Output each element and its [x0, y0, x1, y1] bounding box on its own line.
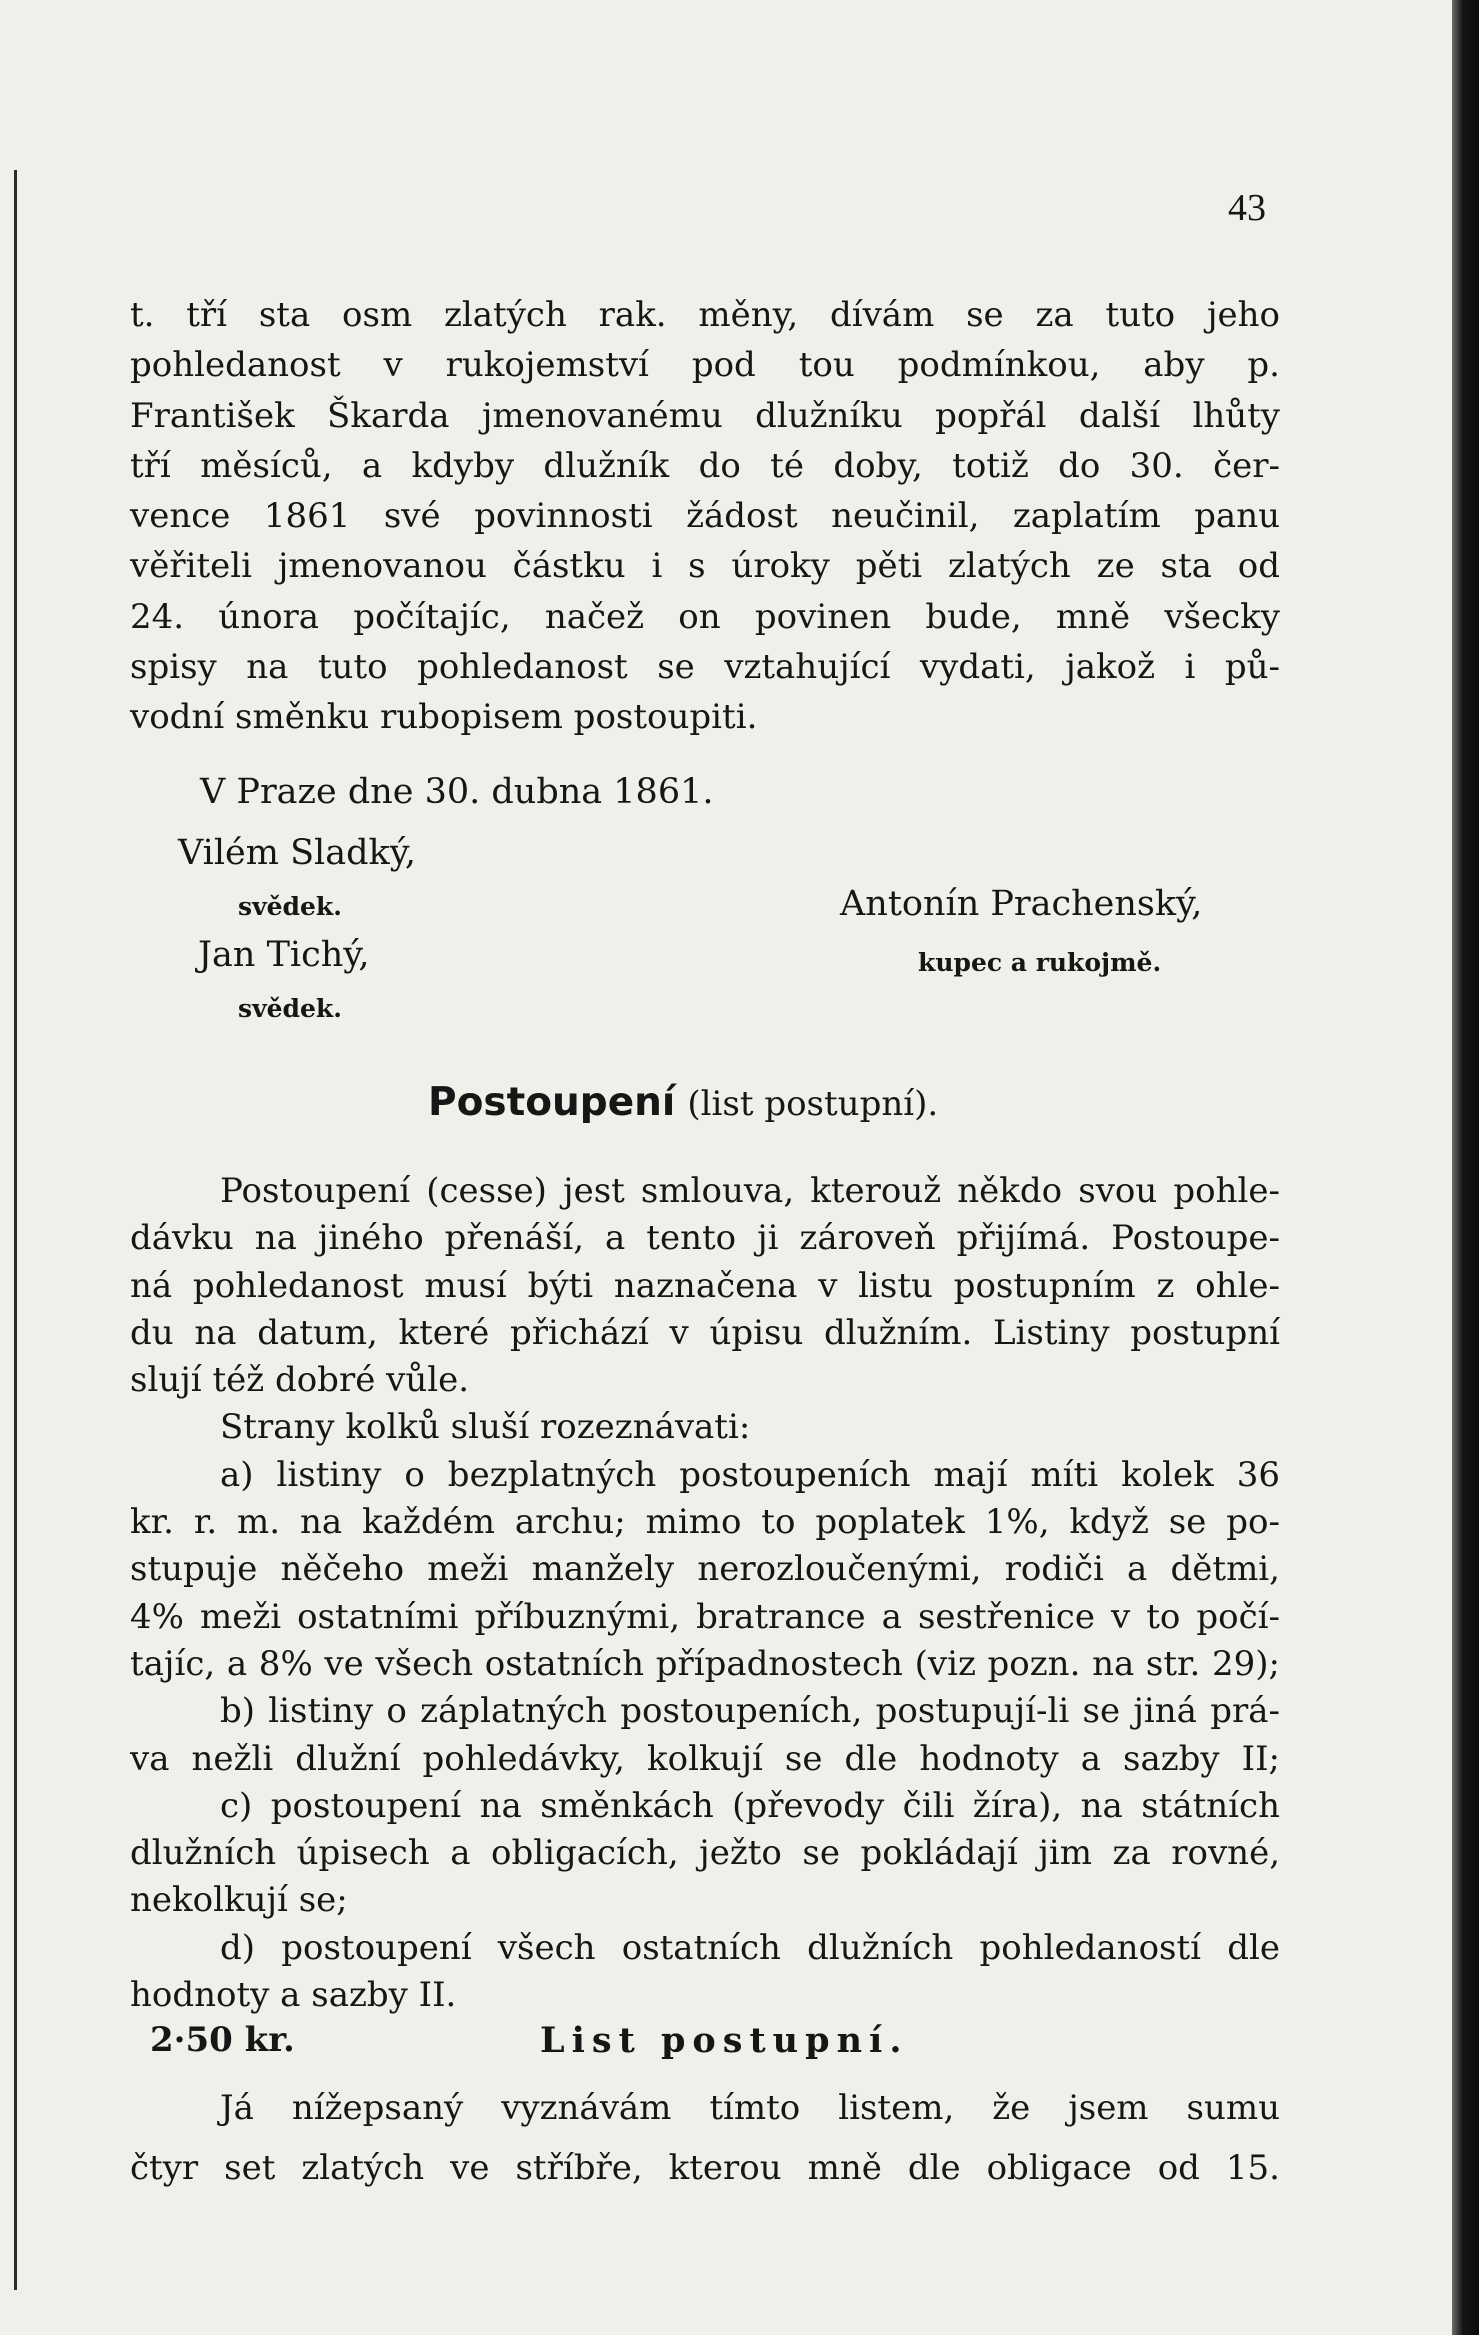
- text-line: dávku na jiného přenáší, a tento ji zároveň přijímá. Postoupe-: [130, 1218, 1280, 1259]
- witness1-role: svědek.: [238, 892, 342, 921]
- text-line: nekolkují se;: [130, 1880, 348, 1921]
- text-line: František Škarda jmenovanému dlužníku popřál další lhůty: [130, 395, 1280, 436]
- heading-title: Postoupení: [428, 1080, 676, 1125]
- guarantor-name: Antonín Prachenský,: [840, 884, 1203, 924]
- list-item-c: c) postoupení na směnkách (převody čili žíra), na státních: [220, 1785, 1280, 1826]
- section-body: [130, 1168, 1280, 2019]
- paragraph-guarantee: [130, 290, 1280, 743]
- strany-intro: Strany kolků sluší rozeznávati:: [220, 1407, 751, 1448]
- text-line: 4% meži ostatními příbuznými, bratrance a sestřenice v to počí-: [130, 1596, 1280, 1637]
- text-line: t. tří sta osm zlatých rak. měny, dívám se za tuto jeho: [130, 295, 1280, 335]
- list-item-d: d) postoupení všech ostatních dlužních pohledaností dle: [220, 1927, 1280, 1968]
- text-line: va nežli dlužní pohledávky, kolkují se dle hodnoty a sazby II;: [130, 1738, 1280, 1779]
- paragraph-list: [130, 2078, 1280, 2198]
- text-line: du na datum, které přichází v úpisu dlužním. Listiny postupní: [130, 1312, 1280, 1353]
- witness2-role: svědek.: [238, 994, 342, 1023]
- text-line: tajíc, a 8% ve všech ostatních případnostech (viz pozn. na str. 29);: [130, 1643, 1280, 1684]
- section-heading: [428, 1080, 938, 1125]
- text-line: pohledanost v rukojemství pod tou podmínkou, aby p.: [130, 345, 1280, 386]
- text-line: vodní směnku rubopisem postoupiti.: [130, 697, 758, 738]
- text-line: Postoupení (cesse) jest smlouva, kterouž někdo svou pohle-: [220, 1171, 1280, 1211]
- witness2-name: Jan Tichý,: [198, 935, 370, 975]
- text-line: ná pohledanost musí býti naznačena v listu postupním z ohle-: [130, 1265, 1280, 1306]
- binding-rule: [14, 170, 17, 2290]
- list-item-b: b) listiny o záplatných postoupeních, postupují-li se jiná prá-: [220, 1691, 1280, 1732]
- page-number: 43: [1228, 187, 1266, 229]
- witness1-name: Vilém Sladký,: [178, 833, 416, 873]
- text-line: Já nížepsaný vyznávám tímto listem, že jsem sumu: [220, 2088, 1280, 2128]
- text-line: kr. r. m. na každém archu; mimo to poplatek 1%, když se po-: [130, 1502, 1280, 1543]
- text-line: dlužních úpisech a obligacích, ježto se pokládají jim za rovné,: [130, 1833, 1280, 1874]
- text-line: slují též dobré vůle.: [130, 1360, 470, 1401]
- scan-edge: [1452, 0, 1479, 2335]
- text-line: stupuje něčeho meži manžely nerozloučenými, rodiči a dětmi,: [130, 1549, 1280, 1590]
- text-line: čtyr set zlatých ve stříbře, kterou mně dle obligace od 15.: [130, 2148, 1280, 2188]
- text-line: věřiteli jmenovanou částku i s úroky pěti zlatých ze sta od: [130, 546, 1280, 587]
- text-line: 24. února počítajíc, načež on povinen bude, mně všecky: [130, 596, 1280, 637]
- list-item-a: a) listiny o bezplatných postoupeních mají míti kolek 36: [220, 1454, 1280, 1495]
- text-line: spisy na tuto pohledanost se vztahující vydati, jakož i pů-: [130, 647, 1280, 688]
- heading-subtitle: (list postupní).: [687, 1084, 939, 1124]
- text-line: hodnoty a sazby II.: [130, 1975, 457, 2016]
- list-title: List postupní.: [540, 2020, 909, 2061]
- guarantor-role: kupec a rukojmě.: [918, 948, 1162, 977]
- stamp-price: 2·50 kr.: [150, 2020, 295, 2060]
- date-line: V Praze dne 30. dubna 1861.: [200, 772, 714, 812]
- text-line: vence 1861 své povinnosti žádost neučinil, zaplatím panu: [130, 496, 1280, 537]
- text-line: tří měsíců, a kdyby dlužník do té doby, totiž do 30. čer-: [130, 445, 1280, 486]
